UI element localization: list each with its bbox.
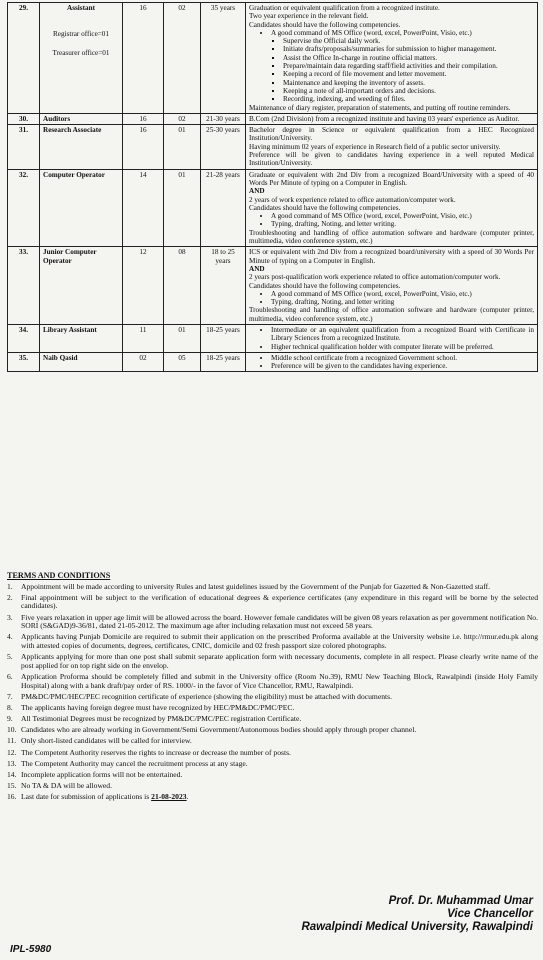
post-title: Computer Operator <box>43 170 105 179</box>
post-count: 08 <box>164 247 201 325</box>
qualification-line: AND <box>249 187 265 196</box>
term-text <box>21 760 538 769</box>
term-item <box>7 673 538 690</box>
term-text <box>21 633 538 650</box>
term-body: Last date for submission of applications is <box>21 792 152 802</box>
qualification-line: Preference will be given to candidates having experience in a well reputed Medical Institution/University. <box>249 151 534 168</box>
term-body: The Competent Authority may cancel the recruitment process at any stage. <box>21 758 248 768</box>
post-name <box>40 352 123 372</box>
qualification-bullet: ▪ Prepare/maintain data regarding staff/field activities and their compilation. <box>283 62 534 70</box>
post-age: 18-25 years <box>201 324 246 352</box>
post-row <box>8 352 538 372</box>
terms-section <box>7 572 538 805</box>
term-number: 13. <box>7 758 17 768</box>
qualification-bullet: • A good command of MS Office (word, excel, PowerPoint, Visio, etc.) <box>271 290 534 298</box>
term-number: 11. <box>7 736 17 746</box>
term-text <box>21 673 538 690</box>
post-title: Library Assistant <box>43 325 97 334</box>
term-text <box>21 693 538 702</box>
signatory-designation: Vice Chancellor <box>447 908 533 920</box>
post-title: Auditors <box>43 114 71 123</box>
qualification-bullet: ▪ Assist the Office In-charge in routine official matters. <box>283 54 534 62</box>
qualification-line: Having minimum 02 years of experience in Research field of a public sector university. <box>249 142 501 151</box>
post-count: 02 <box>164 3 201 114</box>
qualification-bullet: ▪ Initiate drafts/proposals/summaries for submission to higher management. <box>283 45 534 53</box>
term-number: 15. <box>7 781 17 791</box>
term-number: 7. <box>7 691 13 701</box>
post-name <box>40 3 123 114</box>
term-body: Application Proforma should be completely filled and submit in the University office (Room No.39), RMU New Teaching Block, Rawalpindi (inside Holy Family Hospital) along with a bank draft/pay order of RS. 1000/- in the favor of Vice Chancellor, RMU, Rawalpindi. <box>21 671 538 690</box>
post-qualification <box>246 125 538 169</box>
terms-list <box>7 583 538 802</box>
qualification-line: Candidates should have the following competencies. <box>249 281 401 290</box>
qualification-bullet: ▪ Keeping a note of all-important orders and decisions. <box>283 87 534 95</box>
qualification-line: 2 years post-qualification work experience related to office automation/computer work. <box>249 273 501 282</box>
post-name <box>40 247 123 325</box>
term-body: Applicants having Punjab Domicile are required to submit their application on the prescribed Proforma available at the University website i.e. http://rmur.edu.pk along with attested copies of documents, degrees, certificates, CNIC, domicile and 02 fresh passport size colored photographs. <box>21 632 538 650</box>
term-number: 14. <box>7 770 17 779</box>
qualification-bullet: • A good command of MS Office (word, excel, PowerPoint, Visio, etc.) <box>271 212 534 220</box>
term-item <box>7 594 538 611</box>
post-sub-office: Treasurer office=01 <box>52 48 110 57</box>
term-text <box>21 594 538 611</box>
term-text <box>21 653 538 670</box>
posts-table <box>7 2 538 372</box>
term-body: No TA & DA will be allowed. <box>21 781 113 791</box>
term-number: 2. <box>7 592 13 602</box>
post-name <box>40 324 123 352</box>
term-text <box>21 737 538 746</box>
post-qualification <box>246 247 538 325</box>
last-date: 21-08-2023 <box>151 792 187 802</box>
qualification-bullets <box>249 326 534 351</box>
term-item <box>7 760 538 769</box>
post-name <box>40 169 123 247</box>
post-bps: 12 <box>123 247 164 325</box>
post-qualification <box>246 352 538 372</box>
term-body: Incomplete application forms will not be entertained. <box>21 770 183 779</box>
post-name <box>40 125 123 169</box>
post-bps: 11 <box>123 324 164 352</box>
qualification-bullets <box>249 354 534 371</box>
post-serial: 30. <box>8 113 40 124</box>
qualification-line: B.Com (2nd Division) from a recognized institute and having 03 years' experience as Auditor. <box>249 114 520 123</box>
post-bps: 14 <box>123 169 164 247</box>
term-number: 9. <box>7 714 13 724</box>
term-number: 16. <box>7 792 17 802</box>
post-serial: 33. <box>8 247 40 325</box>
term-text <box>21 715 538 724</box>
post-serial: 31. <box>8 125 40 169</box>
qualification-line: Maintenance of diary register, preparation of statements, and putting off routine reminders. <box>249 103 511 112</box>
post-age: 35 years <box>201 3 246 114</box>
post-row <box>8 113 538 124</box>
post-serial: 29. <box>8 3 40 114</box>
term-number: 6. <box>7 671 13 681</box>
qualification-line: ICS or equivalent with 2nd Div from a recognized board/university with a speed of 30 Words Per Minute of typing on a Computer in English. <box>249 248 534 265</box>
post-name <box>40 113 123 124</box>
post-bps: 16 <box>123 113 164 124</box>
qualification-bullet: ▪ Recording, indexing, and weeding of files. <box>283 95 534 103</box>
post-row <box>8 125 538 169</box>
qualification-line: Troubleshooting and handling of office automation software and hardware (computer printer, multimedia, video conference system, etc.) <box>249 306 534 323</box>
post-serial: 32. <box>8 169 40 247</box>
term-body: PM&DC/PMC/HEC/PEC recognition certificate of experience (showing the eligibility) must be attached with documents. <box>21 691 392 701</box>
post-qualification <box>246 3 538 114</box>
term-body: The applicants having foreign degree must have recognized by HEC/PM&DC/PMC/PEC. <box>21 702 295 712</box>
post-title: Naib Qasid <box>43 353 78 362</box>
term-number: 8. <box>7 702 13 712</box>
qualification-bullet: ▪ Supervise the Official daily work. <box>283 37 534 45</box>
post-count: 01 <box>164 169 201 247</box>
term-item <box>7 793 538 802</box>
term-text <box>21 793 538 802</box>
qualification-bullet: • Typing, drafting, Noting, and letter writing <box>271 298 534 306</box>
post-count: 02 <box>164 113 201 124</box>
qualification-line: Candidates should have the following competencies. <box>249 203 401 212</box>
post-title: Research Associate <box>43 126 102 135</box>
term-body: Final appointment will be subject to the verification of educational degrees & experience certificates (any expenditure in this regard will be borne by the selected candidates). <box>21 592 538 611</box>
term-item <box>7 633 538 650</box>
qualification-bullet: • Preference will be given to the candidates having experience. <box>271 362 534 370</box>
qualification-line: Graduation or equivalent qualification from a recognized institute. <box>249 4 440 12</box>
qualification-line: 2 years of work experience related to office automation/computer work. <box>249 195 456 204</box>
term-item <box>7 583 538 592</box>
term-body: Appointment will be made according to university Rules and latest guidelines issued by the Government of the Punjab for Gazetted & Non-Gazetted staff. <box>21 581 491 591</box>
last-date-suffix: . <box>186 792 189 802</box>
qualification-bullets <box>249 290 534 307</box>
qualification-line: Troubleshooting and handling of office automation software and hardware (computer printer, multimedia, video conference system, etc.) <box>249 228 534 246</box>
qualification-line: Two year experience in the relevant field. <box>249 12 369 21</box>
qualification-bullet: • A good command of MS Office (word, excel, PowerPoint, Visio, etc.) <box>271 29 534 37</box>
term-item <box>7 749 538 758</box>
qualification-bullets <box>249 29 534 37</box>
signatory-name: Prof. Dr. Muhammad Umar <box>388 895 533 907</box>
qualification-bullet: • Middle school certificate from a recognized Government school. <box>271 354 534 362</box>
qualification-bullet: ▪ Keeping a record of file movement and letter movement. <box>283 70 534 78</box>
qualification-line: AND <box>249 264 265 273</box>
post-age: 25-30 years <box>201 125 246 169</box>
post-age: 18 to 25 years <box>201 247 246 325</box>
term-number: 10. <box>7 725 17 735</box>
post-row <box>8 247 538 325</box>
term-text <box>21 782 538 791</box>
post-title: Assistant <box>67 4 95 12</box>
term-item <box>7 693 538 702</box>
term-text <box>21 726 538 735</box>
post-qualification <box>246 113 538 124</box>
qualification-bullets <box>249 37 534 103</box>
post-bps: 16 <box>123 3 164 114</box>
signatory-institution: Rawalpindi Medical University, Rawalpindi <box>301 921 533 933</box>
qualification-line: Candidates should have the following competencies. <box>249 20 401 29</box>
post-row <box>8 3 538 114</box>
post-qualification <box>246 324 538 352</box>
qualification-bullet: ▪ Maintenance and keeping the inventory of assets. <box>283 79 534 87</box>
term-item <box>7 782 538 791</box>
term-text <box>21 614 538 631</box>
term-text <box>21 583 538 592</box>
signature-block <box>301 895 533 934</box>
post-age: 21-28 years <box>201 169 246 247</box>
post-count: 01 <box>164 324 201 352</box>
post-count: 01 <box>164 125 201 169</box>
term-body: Only short-listed candidates will be called for interview. <box>21 736 192 746</box>
term-item <box>7 704 538 713</box>
term-text <box>21 771 538 780</box>
term-number: 12. <box>7 747 17 757</box>
term-body: All Testimonial Degrees must be recognized by PM&DC/PMC/PEC registration Certificate. <box>21 714 302 724</box>
term-item <box>7 614 538 631</box>
post-sub-office: Registrar office=01 <box>52 30 109 39</box>
term-body: Five years relaxation in upper age limit will be allowed across the board. However female candidates will be given 08 years relaxation as per government notification No. SORI (S&GAD)9-36/81, dated 21-05-2012. The maximum age after including relaxation must not exceed 58 years. <box>21 612 538 631</box>
term-item <box>7 653 538 670</box>
post-bps: 16 <box>123 125 164 169</box>
term-body: Candidates who are already working in Government/Semi Government/Autonomous bodies should apply through proper channel. <box>21 725 417 735</box>
term-number: 3. <box>7 612 13 622</box>
term-item <box>7 737 538 746</box>
term-text <box>21 704 538 713</box>
post-bps: 02 <box>123 352 164 372</box>
qualification-bullet: • Higher technical qualification holder with computer literate will be preferred. <box>271 343 534 351</box>
post-count: 05 <box>164 352 201 372</box>
term-body: Applicants applying for more than one post shall submit separate application form with necessary documents, complete in all respect. Please clearly write name of the post applied for on top right side on the envelop. <box>21 652 538 670</box>
post-title: Junior Computer Operator <box>43 248 97 265</box>
post-age: 18-25 years <box>201 352 246 372</box>
term-body: The Competent Authority reserves the rights to increase or decrease the number of posts. <box>21 747 291 757</box>
term-number: 5. <box>7 652 13 662</box>
term-item <box>7 726 538 735</box>
post-qualification <box>246 169 538 247</box>
post-row <box>8 169 538 247</box>
term-number: 4. <box>7 632 13 642</box>
qualification-line: Graduate or equivalent with 2nd Div from a recognized Board/University with a speed of 40 Words Per Minute of typing on a Computer in English. <box>249 170 534 187</box>
post-serial: 34. <box>8 324 40 352</box>
qualification-bullet: • Typing, drafting, Noting, and letter writing. <box>271 220 534 228</box>
term-item <box>7 771 538 780</box>
term-item <box>7 715 538 724</box>
terms-title: TERMS AND CONDITIONS <box>7 571 111 580</box>
term-text <box>21 749 538 758</box>
ipl-number: IPL-5980 <box>10 944 52 955</box>
post-row <box>8 324 538 352</box>
qualification-bullets <box>249 212 534 229</box>
qualification-bullet: • Intermediate or an equivalent qualification from a recognized Board with Certificate in Library Sciences from a recognized Institute. <box>271 326 534 343</box>
post-age: 21-30 years <box>201 113 246 124</box>
qualification-line: Bachelor degree in Science or equivalent qualification from a HEC Recognized Institution/University. <box>249 126 534 143</box>
term-number: 1. <box>7 581 13 591</box>
post-serial: 35. <box>8 352 40 372</box>
